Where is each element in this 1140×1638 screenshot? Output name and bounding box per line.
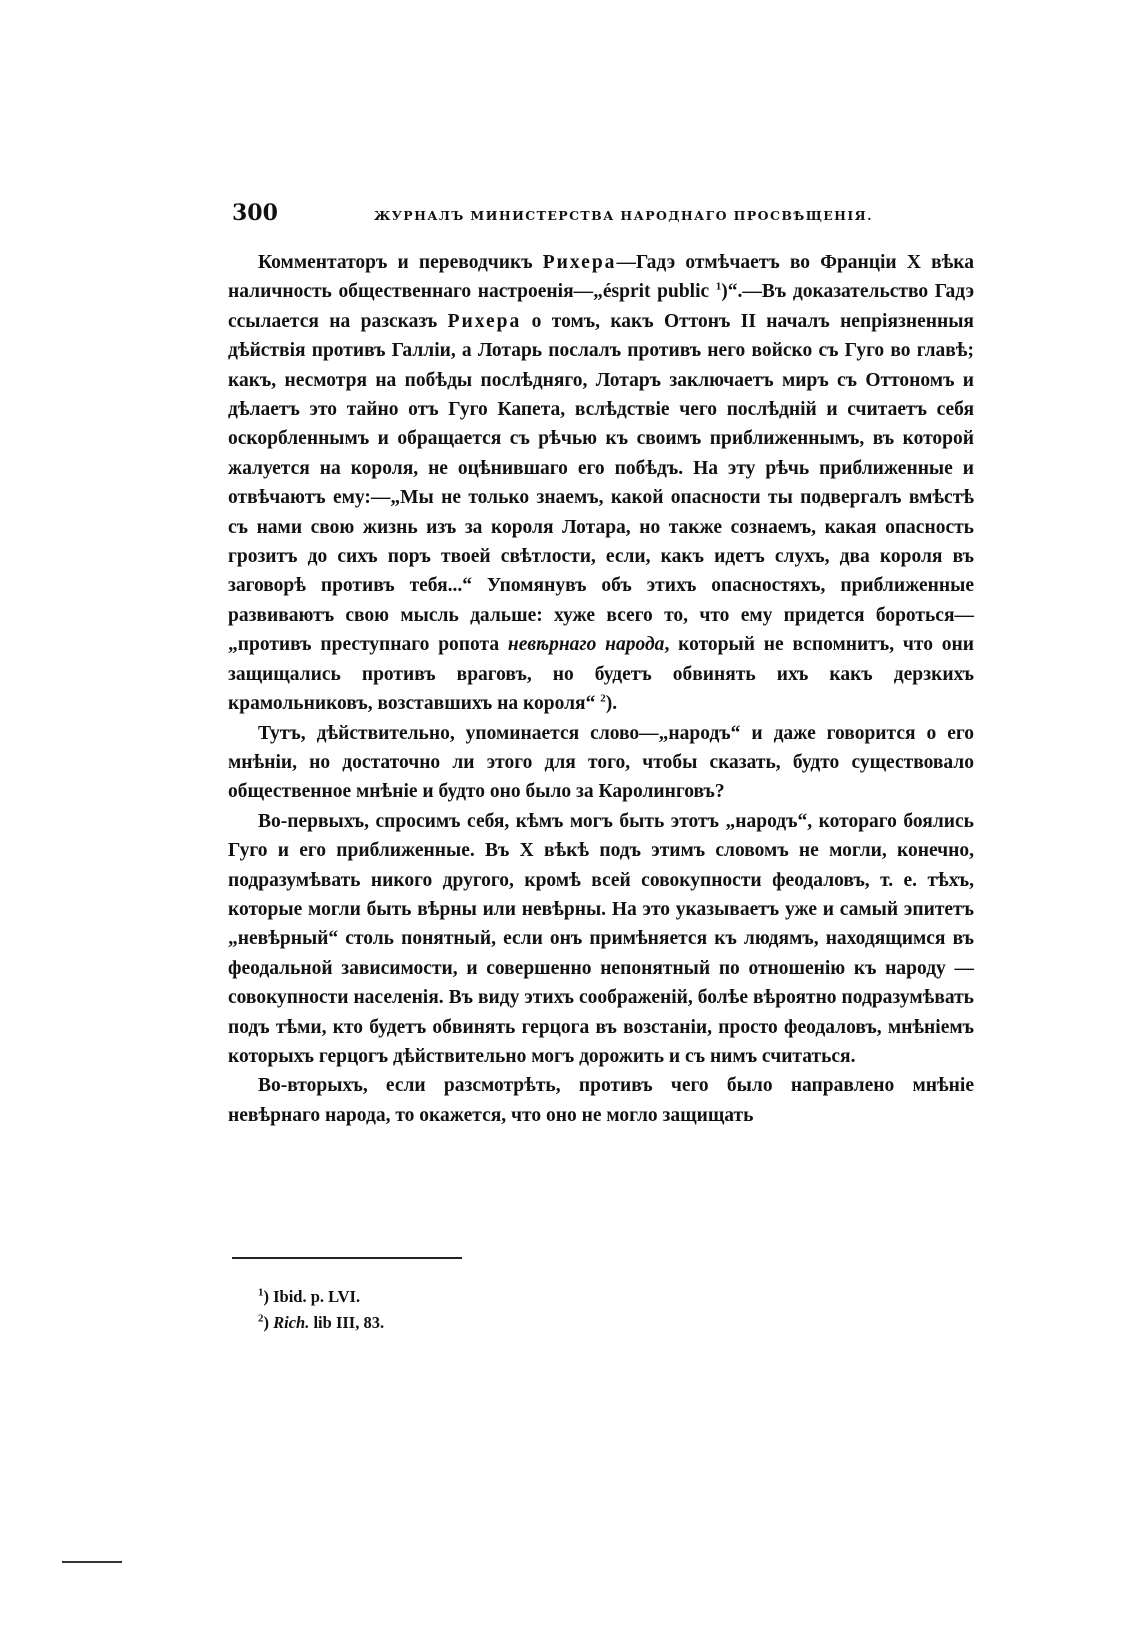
- text-run: —Гадэ отмѣчаетъ во Франціи X вѣка наличность общественнаго настроенія—„ésprit public: [228, 252, 975, 303]
- footnote-text: lib III, 83.: [309, 1313, 385, 1332]
- running-title: ЖУРНАЛЪ МИНИСТЕРСТВА НАРОДНАГО ПРОСВѢЩЕНІЯ.: [373, 208, 873, 223]
- page-number: 300: [232, 200, 278, 226]
- author-name: Рихера: [542, 252, 617, 273]
- footnote-ref: 1: [715, 280, 722, 293]
- running-header: [232, 200, 967, 226]
- paragraph-4: Во-вторыхъ, если разсмотрѣть, противъ чего было направлено мнѣніе невѣрнаго народа, то окажется, что оно не могло защищать: [228, 1075, 974, 1126]
- paragraph-2: Тутъ, дѣйствительно, упоминается слово—„народъ“ и даже говорится о его мнѣніи, но достаточно ли этого для того, чтобы сказать, будто существовало общественное мнѣніе и будто оно было за Каролинговъ?: [228, 722, 974, 803]
- footnote-mark: 2: [258, 1312, 264, 1325]
- paragraph-1: [228, 248, 974, 719]
- margin-rule: [62, 1561, 122, 1563]
- footnote-ref: 2: [600, 692, 606, 705]
- text-run: о томъ, какъ Оттонъ II началъ непріязненныя дѣйствія противъ Галліи, а Лотарь послалъ противъ него войско съ Гуго во главѣ; какъ, несмотря на побѣды послѣдняго, Лотаръ заключаетъ миръ съ Оттономъ и дѣлаетъ это тайно отъ Гуго Капета, вслѣдствіе чего послѣдній и считаетъ себя оскорбленнымъ и обращается съ рѣчью къ своимъ приближеннымъ, въ которой жалуется на короля, не оцѣнившаго его побѣдъ. На эту рѣчь приближенные и отвѣчаютъ ему:—„Мы не только знаемъ, какой опасности ты подвергалъ вмѣстѣ съ нами свою жизнь изъ за короля Лотара, но также сознаемъ, какая опасность грозитъ до сихъ поръ твоей свѣтлости, если, какъ идетъ слухъ, два короля въ заговорѣ противъ тебя...“ Упомянувъ объ этихъ опасностяхъ, приближенные развиваютъ свою мысль дальше: хуже всего то, что ему придется бороться—„противъ преступнаго ропота: [228, 310, 974, 656]
- footnote-source: Rich.: [273, 1313, 310, 1332]
- text-run: )“.—Въ доказательство Гадэ ссылается на разсказъ: [228, 281, 974, 332]
- footnote-2: [258, 1310, 384, 1336]
- footnote-divider: [232, 1257, 462, 1259]
- paragraph-3: Во-первыхъ, спросимъ себя, кѣмъ могъ быть этотъ „народъ“, котораго боялись Гуго и его приближенные. Въ X вѣкѣ подъ этимъ словомъ не могли, конечно, подразумѣвать никого другого, кромѣ всей совокупности феодаловъ, т. е. тѣхъ, которые могли быть вѣрны или невѣрны. На это указываетъ уже и самый эпитетъ „невѣрный“ столь понятный, если онъ примѣняется къ людямъ, находящимся въ феодальной зависимости, и совершенно непонятный по отношенію къ народу — совокупности населенія. Въ виду этихъ соображеній, болѣе вѣроятно подразумѣвать подъ тѣми, кто будетъ обвинять герцога въ возстаніи, просто феодаловъ, мнѣніемъ которыхъ герцогъ дѣйствительно могъ дорожить и съ нимъ считаться.: [228, 810, 974, 1067]
- footnotes: [258, 1284, 384, 1336]
- footnote-1: [258, 1284, 384, 1310]
- footnote-text: ): [263, 1313, 274, 1332]
- author-name: Рихера: [447, 310, 522, 332]
- text-run: ).: [605, 693, 618, 715]
- text-run: Комментаторъ и переводчикъ: [258, 252, 543, 273]
- body-text: [228, 248, 974, 1130]
- footnote-mark: 1: [258, 1286, 264, 1299]
- italic-phrase: невѣрнаго народа: [507, 634, 665, 656]
- footnote-text: ) Ibid. p. LVI.: [263, 1287, 361, 1306]
- text-run: , который не вспомнитъ, что они защищались противъ враговъ, но будетъ обвинять ихъ какъ дерзкихъ крамольниковъ, возставшихъ на короля“: [228, 634, 974, 715]
